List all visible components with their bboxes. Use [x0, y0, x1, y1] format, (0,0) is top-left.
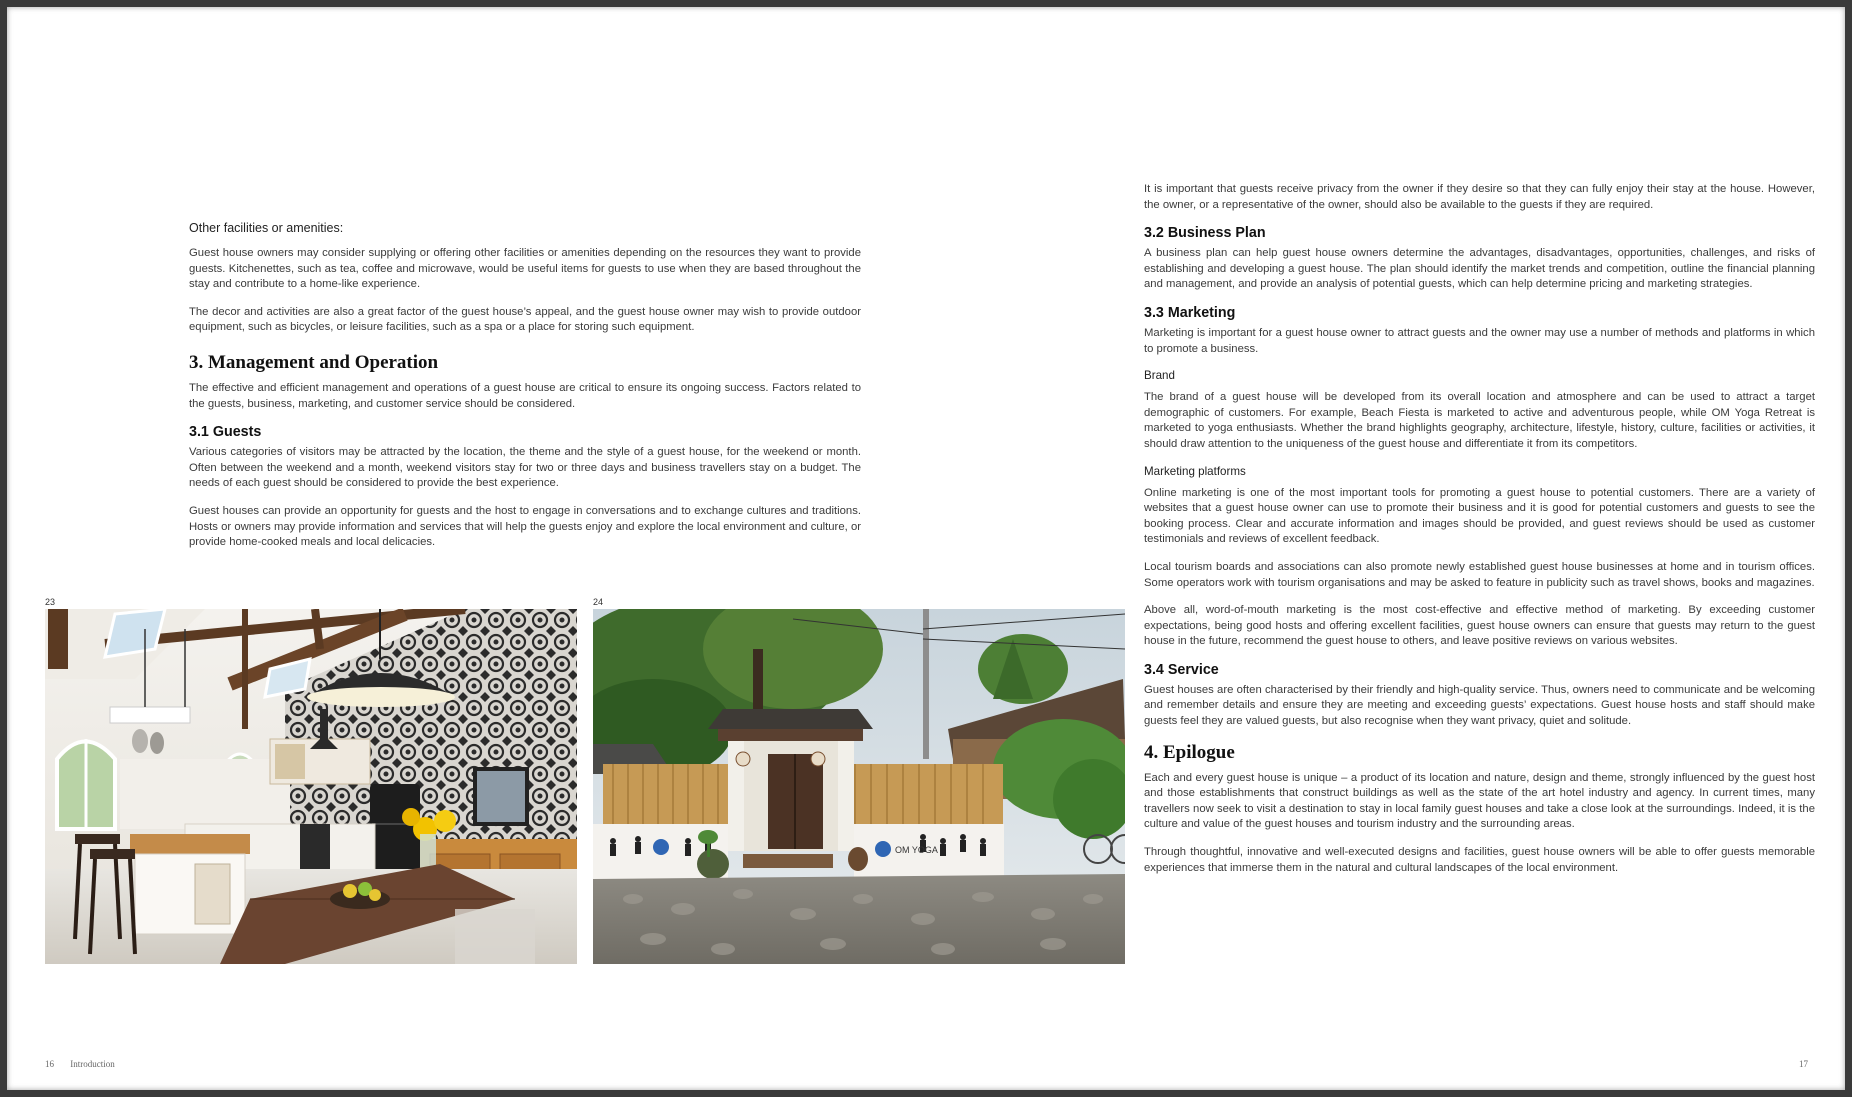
facilities-label: Other facilities or amenities:: [189, 221, 344, 235]
subsection-heading-marketing: 3.3 Marketing: [1144, 304, 1236, 321]
photo-number-24: 24: [593, 597, 604, 607]
paragraph: Local tourism boards and associations can also promote newly established guest house businesses at home and in tourism offices. Some operators work with tourism organisations and may be asked to feature in publicity such as travel shows, books and magazines.: [1144, 560, 1815, 589]
subsection-heading-guests: 3.1 Guests: [189, 424, 262, 441]
section-heading-management: 3. Management and Operation: [189, 351, 439, 373]
paragraph: A business plan can help guest house owners determine the advantages, disadvantages, opportunities, challenges, and risks of establishing and developing a guest house. The plan should identify the market trends and competition, outline the financial planning and management, and provide an analysis of potential guests, which can help determine pricing and marketing strategies.: [1144, 247, 1815, 291]
section-heading-epilogue: 4. Epilogue: [1144, 741, 1235, 763]
left-page-footer: [45, 1059, 115, 1069]
right-page-text: [1144, 182, 1815, 888]
left-page-text: [189, 221, 861, 563]
paragraph: The brand of a guest house will be developed from its overall location and atmosphere and can be used to attract a target demographic of customers. For example, Beach Fiesta is marketed to active and adventurous people, while OM Yoga Retreat is marketed to yoga enthusiasts. Whether the brand highlights geography, architecture, lifestyle, history, culture, facilities or activities, it should draw attention to the uniqueness of the guest house and differentiate it from its competitors.: [1144, 391, 1815, 450]
paragraph: Guest house owners may consider supplying or offering other facilities or amenities depending on the resources they want to provide guests. Kitchenettes, such as tea, coffee and microwave, would be useful items for guests to use when they are based throughout the stay and contribute to a home-like experience.: [189, 247, 861, 291]
paragraph: Guest houses are often characterised by their friendly and high-quality service. Thus, owners need to communicate and be welcoming and remember details and ensure they are meeting and exceeding guests’ expectations. Guest house hosts and staff should make guests feel they are valued guests, but also recognise when they want privacy, quiet and solitude.: [1144, 683, 1815, 728]
paragraph: Above all, word-of-mouth marketing is the most cost-effective and effective method of marketing. By exceeding customer expectations, being good hosts and offering excellent facilities, guest house owners can ensure that guests may return to the guest house in the future, recommend the guest house to others, and leave positive reviews on various websites.: [1144, 604, 1815, 648]
subsection-heading-service: 3.4 Service: [1144, 661, 1219, 678]
marketing-platforms-label: Marketing platforms: [1144, 464, 1246, 478]
right-page-number: 17: [1799, 1059, 1808, 1069]
left-page-number: 16: [45, 1059, 54, 1069]
left-section-name: Introduction: [70, 1059, 115, 1069]
photo-number-23: 23: [45, 597, 56, 607]
paragraph: Marketing is important for a guest house owner to attract guests and the owner may use a number of methods and platforms in which to promote a business.: [1144, 326, 1815, 355]
kitchen-photo: [45, 609, 577, 964]
brand-label: Brand: [1144, 369, 1175, 383]
paragraph: Each and every guest house is unique – a product of its location and nature, design and theme, strongly influenced by the guest host and those establishments that construct buildings as well as the state of the art hotel industry and agency. In current times, many travellers now seek to visit a destination to stay in local family guest houses and take a close look at the surroundings. Indeed, it is the culture and value of the guest houses and tourism industry and the surrounding areas.: [1144, 771, 1815, 831]
courtyard-photo: [593, 609, 1125, 964]
paragraph: Online marketing is one of the most important tools for promoting a guest house to potential customers. There are a variety of websites that a guest house owner can use to promote their business and it is good for potential customers and guests to see the booking process. Clear and accurate information and images should be provided, and guest reviews should be used as customer testimonials and reviews of excellent feedback.: [1144, 486, 1815, 546]
paragraph: Through thoughtful, innovative and well-executed designs and facilities, guest house owners will be able to offer guests memorable experiences that immerse them in the natural and cultural landscapes of the local environment.: [1144, 846, 1815, 874]
subsection-heading-business-plan: 3.2 Business Plan: [1144, 225, 1266, 242]
paragraph: The decor and activities are also a great factor of the guest house’s appeal, and the guest house owner may wish to provide outdoor equipment, such as bicycles, or leisure facilities, such as a spa or a place for storing such equipment.: [189, 305, 861, 334]
book-spread: [7, 7, 1845, 1090]
paragraph: Guest houses can provide an opportunity for guests and the host to engage in conversations and to exchange cultures and traditions. Hosts or owners may provide information and services that will help the guests enjoy and explore the local environment and culture, or provide home-cooked meals and local delicacies.: [189, 504, 861, 549]
paragraph: It is important that guests receive privacy from the owner if they desire so that they can fully enjoy their stay at the house. However, the owner, or a representative of the owner, should also be available to the guests if they are required.: [1144, 183, 1815, 211]
om-yoga-sign-text: OM YOGA: [895, 845, 938, 855]
paragraph: Various categories of visitors may be attracted by the location, the theme and the style of a guest house, for the weekend or month. Often between the weekend and a month, weekend visitors stay for two or three days and business travellers stay on a budget. The needs of each guest should be considered to provide the best experience.: [189, 446, 861, 490]
paragraph: The effective and efficient management and operations of a guest house are critical to ensure its ongoing success. Factors related to the guests, business, marketing, and customer service should be considered.: [189, 381, 861, 410]
